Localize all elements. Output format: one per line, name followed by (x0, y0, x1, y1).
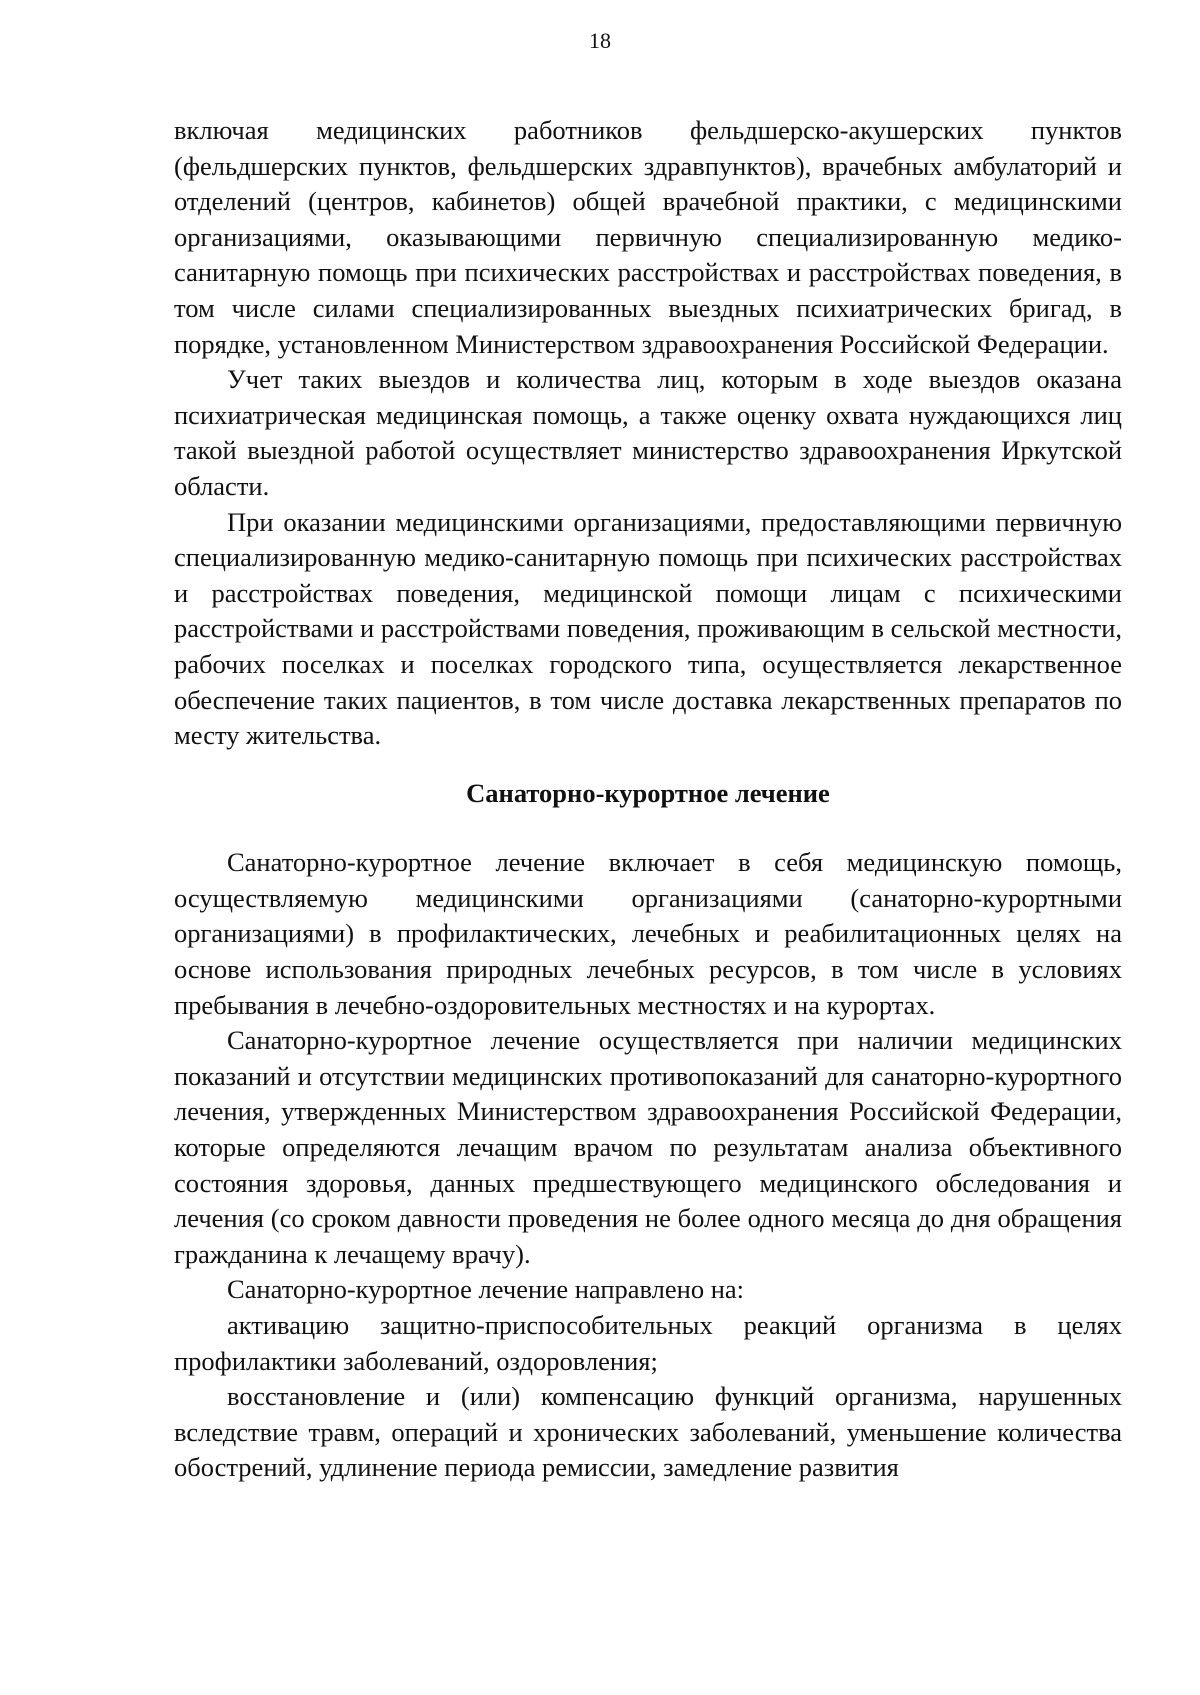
paragraph-top-2: Учет таких выездов и количества лиц, которым в ходе выездов оказана психиатрическая медицинская помощь, а также оценку охвата нуждающихся лиц такой выездной работой осуществляет министерство здравоохранения Иркутской области. (174, 364, 1122, 501)
paragraph-bottom-3: Санаторно-курортное лечение направлено на: (227, 1274, 745, 1305)
paragraph-bottom-4: активацию защитно-приспособительных реакций организма в целях профилактики заболеваний, оздоровления; (174, 1310, 1122, 1376)
paragraph-top-1: включая медицинских работников фельдшерско-акушерских пунктов (фельдшерских пунктов, фельдшерских здравпунктов), врачебных амбулаторий и отделений (центров, кабинетов) общей врачебной практики, с медицинскими организациями, оказывающими первичную специализированную медико-санитарную помощь при психических расстройствах и расстройствах поведения, в том числе силами специализированных выездных психиатрических бригад, в порядке, установленном Министерством здравоохранения Российской Федерации. (174, 115, 1122, 359)
page-number: 18 (589, 28, 611, 53)
spacer (174, 754, 1122, 776)
paragraph-bottom-2: Санаторно-курортное лечение осуществляется при наличии медицинских показаний и отсутствии медицинских противопоказаний для санаторно-курортного лечения, утвержденных Министерством здравоохранения Российской Федерации, которые определяются лечащим врачом по результатам анализа объективного состояния здоровья, данных предшествующего медицинского обследования и лечения (со сроком давности проведения не более одного месяца до дня обращения гражданина к лечащему врачу). (174, 1025, 1122, 1269)
paragraph-top-3: При оказании медицинскими организациями, предоставляющими первичную специализированную медико-санитарную помощь при психических расстройствах и расстройствах поведения, медицинской помощи лицам с психическими расстройствами и расстройствами поведения, проживающим в сельской местности, рабочих поселках и поселках городского типа, осуществляется лекарственное обеспечение таких пациентов, в том числе доставка лекарственных препаратов по месту жительства. (174, 506, 1122, 751)
document-body (174, 113, 1122, 1486)
spacer (174, 811, 1122, 845)
paragraph-bottom-5: восстановление и (или) компенсацию функций организма, нарушенных вследствие травм, операций и хронических заболеваний, уменьшение количества обострений, удлинение периода ремиссии, замедление развития (174, 1381, 1122, 1483)
section-heading: Санаторно-курортное лечение (466, 777, 830, 808)
paragraph-bottom-1: Санаторно-курортное лечение включает в себя медицинскую помощь, осуществляемую медицинскими организациями (санаторно-курортными организациями) в профилактических, лечебных и реабилитационных целях на основе использования природных лечебных ресурсов, в том числе в условиях пребывания в лечебно-оздоровительных местностях и на курортах. (174, 847, 1122, 1020)
